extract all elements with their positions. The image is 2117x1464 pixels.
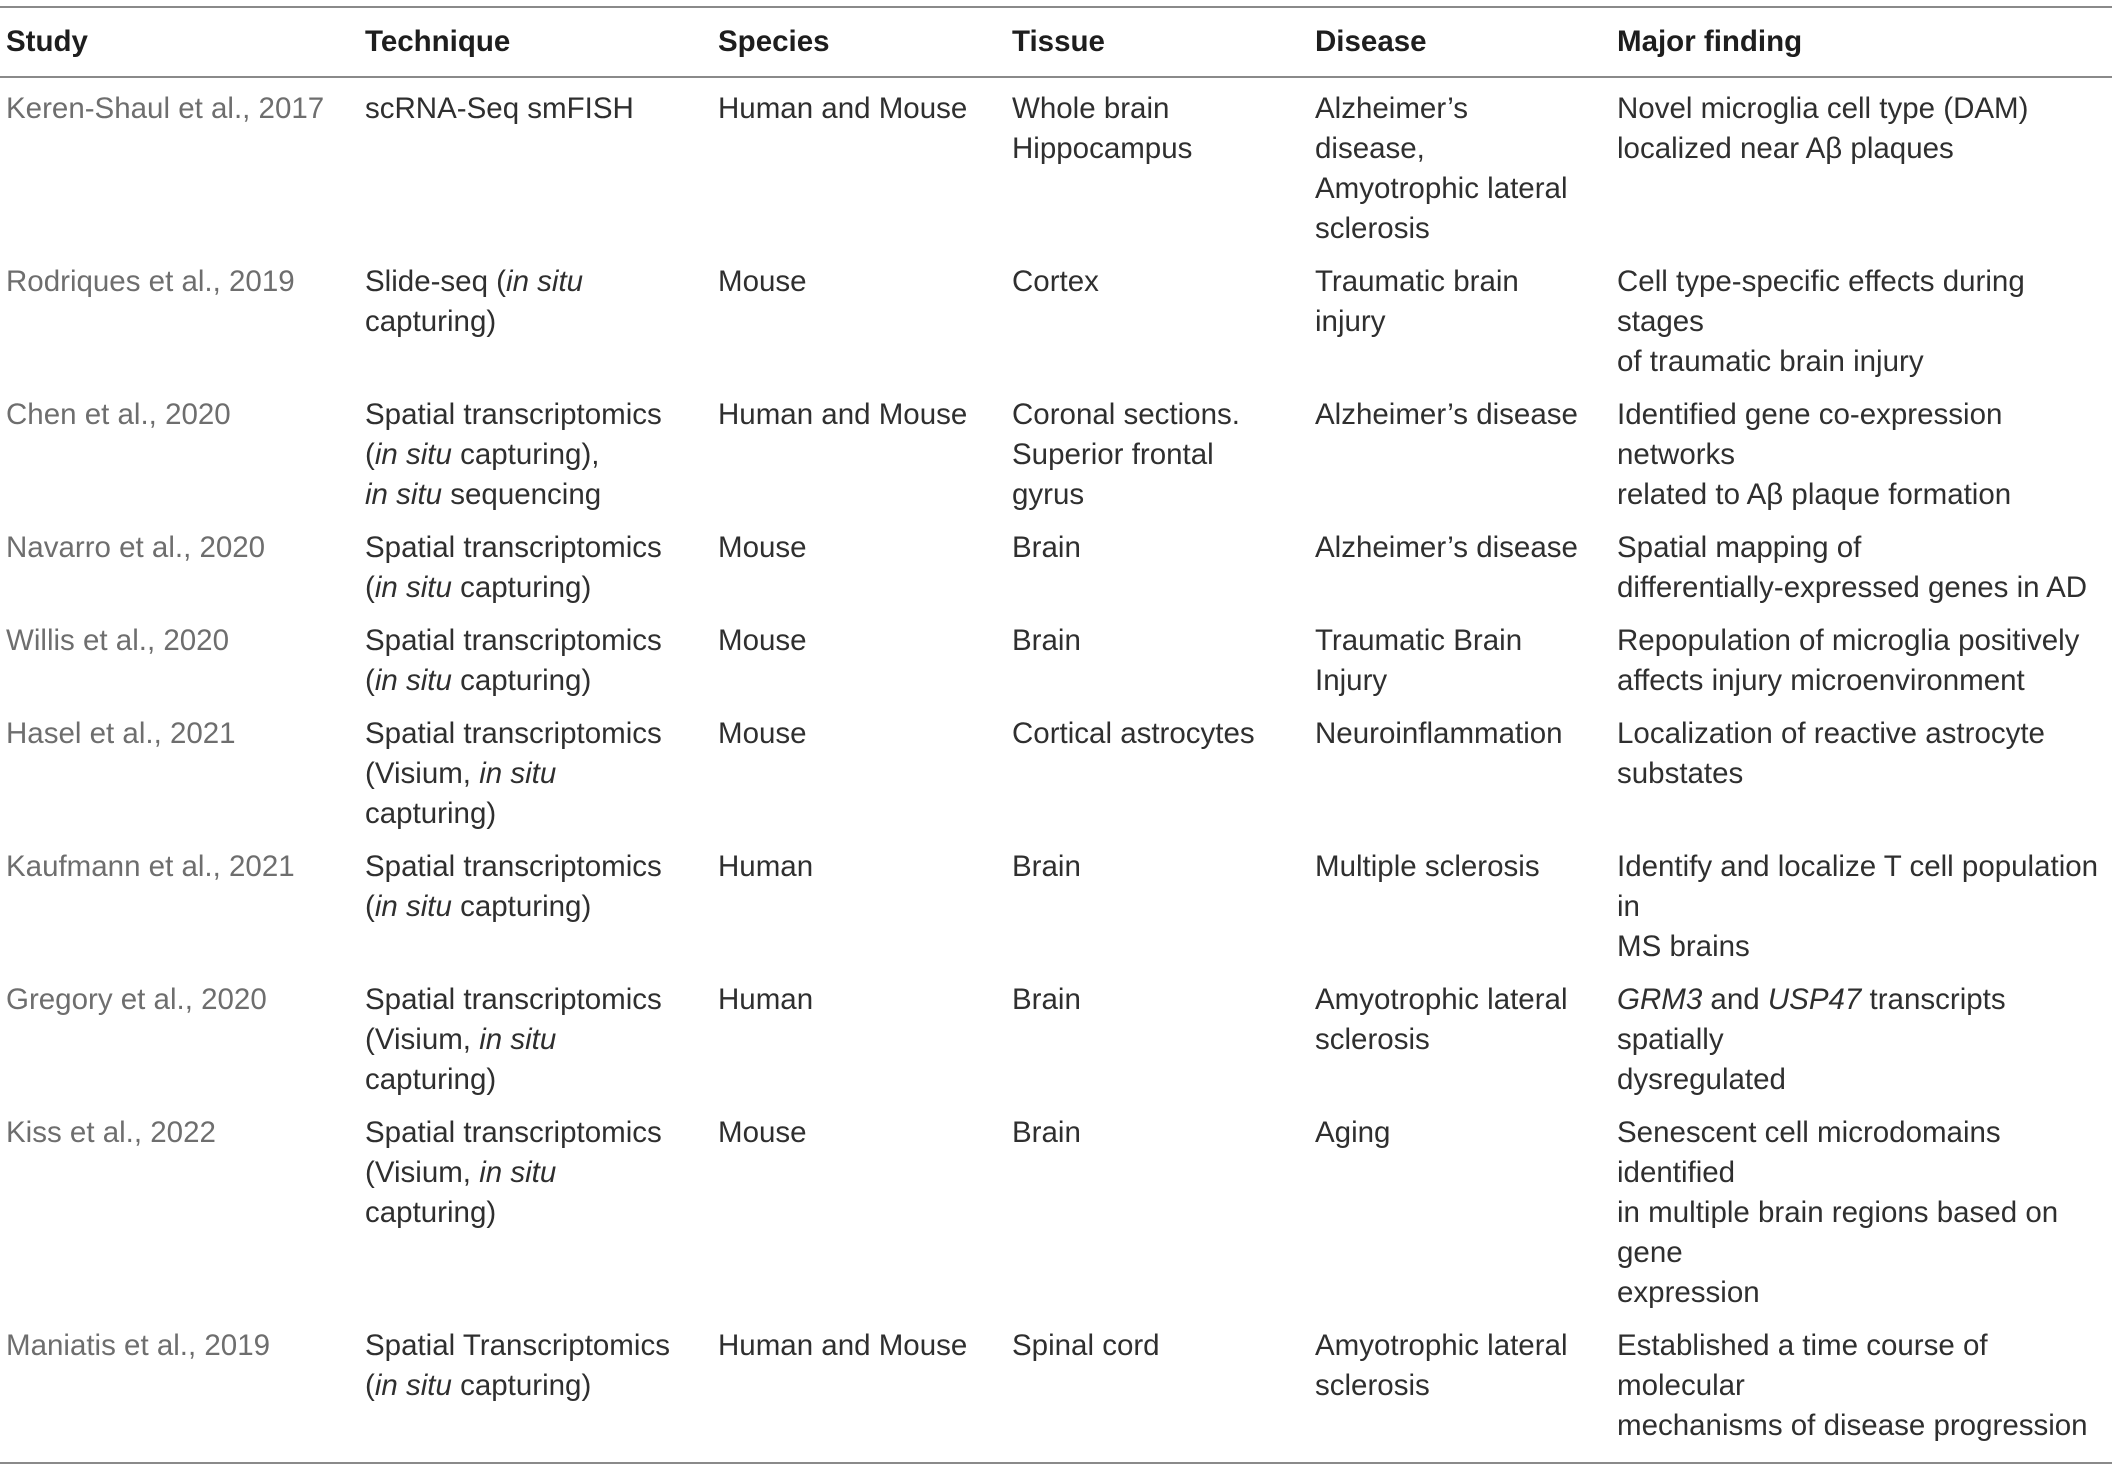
cell-study: Chen et al., 2020 xyxy=(6,398,231,431)
cell-tissue xyxy=(1006,1317,1309,1463)
tissue-line: Brain xyxy=(1012,983,1081,1016)
disease-line: Neuroinflammation xyxy=(1315,717,1563,750)
technique-line xyxy=(365,89,712,129)
cell-disease xyxy=(1309,253,1611,386)
tissue-line: Brain xyxy=(1012,624,1081,657)
cell-disease xyxy=(1309,971,1611,1104)
technique-line xyxy=(365,435,712,475)
finding-text: Repopulation of microglia positively xyxy=(1617,624,2080,657)
disease-line: injury xyxy=(1315,305,1386,338)
technique-line xyxy=(365,887,712,927)
header-study: Study xyxy=(6,25,88,58)
technique-text: ( xyxy=(365,890,375,923)
technique-text: capturing) xyxy=(365,1063,497,1096)
cell-technique xyxy=(359,705,712,838)
cell-major-finding xyxy=(1611,253,2112,386)
tissue-line: Whole brain xyxy=(1012,92,1170,125)
finding-line xyxy=(1617,528,2112,568)
cell-major-finding xyxy=(1611,519,2112,612)
technique-text: capturing) xyxy=(365,1196,497,1229)
table-row xyxy=(0,838,2112,971)
finding-text: of traumatic brain injury xyxy=(1617,345,1924,378)
finding-line xyxy=(1617,89,2112,129)
cell-species: Human and Mouse xyxy=(718,92,968,125)
finding-text: transcripts spatially xyxy=(1617,983,2006,1056)
tissue-line: Spinal cord xyxy=(1012,1329,1160,1362)
technique-text: (Visium, xyxy=(365,1023,480,1056)
cell-disease xyxy=(1309,612,1611,705)
finding-line xyxy=(1617,395,2112,475)
finding-text: in multiple brain regions based on gene xyxy=(1617,1196,2059,1269)
technique-text: capturing) xyxy=(451,664,592,697)
technique-italic-text: in situ xyxy=(365,478,443,511)
cell-species: Human xyxy=(718,983,814,1016)
finding-text: Established a time course of molecular xyxy=(1617,1329,1988,1402)
header-row xyxy=(0,7,2112,77)
finding-line xyxy=(1617,714,2112,754)
technique-italic-text: in situ xyxy=(479,1156,557,1189)
technique-italic-text: in situ xyxy=(479,1023,557,1056)
finding-line xyxy=(1617,129,2112,169)
cell-major-finding xyxy=(1611,971,2112,1104)
cell-technique xyxy=(359,838,712,971)
technique-line xyxy=(365,1366,712,1406)
header-technique: Technique xyxy=(365,25,511,58)
technique-text: ( xyxy=(365,571,375,604)
cell-study: Navarro et al., 2020 xyxy=(6,531,266,564)
finding-line xyxy=(1617,1273,2112,1313)
cell-species: Mouse xyxy=(718,624,807,657)
finding-text: differentially-expressed genes in AD xyxy=(1617,571,2088,604)
cell-technique xyxy=(359,1317,712,1463)
technique-line xyxy=(365,661,712,701)
technique-text: ( xyxy=(365,1369,375,1402)
header-tissue: Tissue xyxy=(1012,25,1105,58)
table-row xyxy=(0,971,2112,1104)
disease-line: Multiple sclerosis xyxy=(1315,850,1540,883)
technique-line xyxy=(365,980,712,1020)
cell-tissue xyxy=(1006,386,1309,519)
finding-line xyxy=(1617,1113,2112,1193)
disease-line: Alzheimer’s disease xyxy=(1315,398,1578,431)
finding-line xyxy=(1617,568,2112,608)
finding-italic-text: USP47 xyxy=(1767,983,1862,1016)
tissue-line: Brain xyxy=(1012,531,1081,564)
tissue-line: Coronal sections. xyxy=(1012,398,1240,431)
technique-text: Spatial transcriptomics xyxy=(365,850,662,883)
cell-study: Kiss et al., 2022 xyxy=(6,1116,216,1149)
finding-line xyxy=(1617,1060,2112,1100)
cell-study: Keren-Shaul et al., 2017 xyxy=(6,92,325,125)
cell-disease xyxy=(1309,386,1611,519)
cell-study: Kaufmann et al., 2021 xyxy=(6,850,295,883)
finding-text: Spatial mapping of xyxy=(1617,531,1862,564)
technique-text: Spatial transcriptomics xyxy=(365,624,662,657)
technique-text: Spatial transcriptomics xyxy=(365,983,662,1016)
disease-line: sclerosis xyxy=(1315,212,1430,245)
technique-line xyxy=(365,262,712,302)
cell-study: Willis et al., 2020 xyxy=(6,624,229,657)
cell-major-finding xyxy=(1611,386,2112,519)
technique-line xyxy=(365,1326,712,1366)
table-row xyxy=(0,77,2112,253)
disease-line: Alzheimer’s disease xyxy=(1315,531,1578,564)
technique-italic-text: in situ xyxy=(374,1369,452,1402)
cell-disease xyxy=(1309,519,1611,612)
cell-major-finding xyxy=(1611,77,2112,253)
finding-line xyxy=(1617,1193,2112,1273)
cell-technique xyxy=(359,253,712,386)
disease-line: Traumatic Brain xyxy=(1315,624,1523,657)
disease-line: sclerosis xyxy=(1315,1023,1430,1056)
technique-italic-text: in situ xyxy=(374,571,452,604)
finding-text: Localization of reactive astrocyte xyxy=(1617,717,2045,750)
cell-tissue xyxy=(1006,77,1309,253)
technique-line xyxy=(365,621,712,661)
technique-line xyxy=(365,847,712,887)
header-disease: Disease xyxy=(1315,25,1427,58)
tissue-line: gyrus xyxy=(1012,478,1085,511)
technique-italic-text: in situ xyxy=(506,265,584,298)
tissue-line: Superior frontal xyxy=(1012,438,1214,471)
tissue-line: Cortical astrocytes xyxy=(1012,717,1255,750)
technique-text: Spatial transcriptomics xyxy=(365,717,662,750)
cell-technique xyxy=(359,519,712,612)
technique-text: (Visium, xyxy=(365,1156,480,1189)
header-major-finding: Major finding xyxy=(1617,25,1803,58)
finding-line xyxy=(1617,1326,2112,1406)
cell-species: Mouse xyxy=(718,1116,807,1149)
technique-text: ( xyxy=(365,664,375,697)
disease-line: Traumatic brain xyxy=(1315,265,1519,298)
disease-line: Amyotrophic lateral xyxy=(1315,983,1568,1016)
finding-text: mechanisms of disease progression xyxy=(1617,1409,2088,1442)
finding-line xyxy=(1617,980,2112,1060)
table-row xyxy=(0,705,2112,838)
finding-line xyxy=(1617,661,2112,701)
cell-tissue xyxy=(1006,838,1309,971)
finding-text: MS brains xyxy=(1617,930,1750,963)
finding-line xyxy=(1617,847,2112,927)
cell-species: Mouse xyxy=(718,717,807,750)
cell-major-finding xyxy=(1611,1317,2112,1463)
disease-line: Amyotrophic lateral xyxy=(1315,172,1568,205)
technique-text: scRNA-Seq smFISH xyxy=(365,92,634,125)
technique-text: Slide-seq ( xyxy=(365,265,507,298)
finding-line xyxy=(1617,754,2112,794)
cell-technique xyxy=(359,971,712,1104)
cell-study: Rodriques et al., 2019 xyxy=(6,265,295,298)
technique-line xyxy=(365,1153,712,1193)
table-row xyxy=(0,1317,2112,1463)
header-species: Species xyxy=(718,25,830,58)
cell-disease xyxy=(1309,77,1611,253)
disease-line: disease, xyxy=(1315,132,1425,165)
cell-disease xyxy=(1309,1317,1611,1463)
technique-text: capturing) xyxy=(451,571,592,604)
technique-line xyxy=(365,568,712,608)
table-row xyxy=(0,253,2112,386)
table-header xyxy=(0,7,2112,77)
cell-study: Gregory et al., 2020 xyxy=(6,983,267,1016)
cell-species: Human and Mouse xyxy=(718,398,968,431)
technique-line xyxy=(365,794,712,834)
finding-text: Novel microglia cell type (DAM) xyxy=(1617,92,2029,125)
table-body xyxy=(0,77,2112,1463)
studies-table-container xyxy=(0,6,2117,1464)
technique-text: (Visium, xyxy=(365,757,480,790)
finding-line xyxy=(1617,927,2112,967)
disease-line: Amyotrophic lateral xyxy=(1315,1329,1568,1362)
tissue-line: Brain xyxy=(1012,850,1081,883)
technique-text: Spatial transcriptomics xyxy=(365,398,662,431)
cell-disease xyxy=(1309,838,1611,971)
finding-line xyxy=(1617,475,2112,515)
cell-tissue xyxy=(1006,705,1309,838)
table-row xyxy=(0,612,2112,705)
disease-line: Injury xyxy=(1315,664,1388,697)
cell-disease xyxy=(1309,705,1611,838)
technique-line xyxy=(365,395,712,435)
tissue-line: Hippocampus xyxy=(1012,132,1193,165)
finding-text: affects injury microenvironment xyxy=(1617,664,2025,697)
cell-technique xyxy=(359,77,712,253)
table-row xyxy=(0,519,2112,612)
finding-line xyxy=(1617,262,2112,342)
cell-study: Maniatis et al., 2019 xyxy=(6,1329,271,1362)
technique-italic-text: in situ xyxy=(374,890,452,923)
finding-text: Identify and localize T cell population in xyxy=(1617,850,2099,923)
finding-text: dysregulated xyxy=(1617,1063,1786,1096)
technique-line xyxy=(365,714,712,754)
cell-species: Mouse xyxy=(718,265,807,298)
finding-text: expression xyxy=(1617,1276,1760,1309)
table-row xyxy=(0,386,2112,519)
finding-text: Identified gene co-expression networks xyxy=(1617,398,2003,471)
technique-text: Spatial Transcriptomics xyxy=(365,1329,670,1362)
finding-text: Cell type-specific effects during stages xyxy=(1617,265,2025,338)
finding-text: Senescent cell microdomains identified xyxy=(1617,1116,2001,1189)
finding-line xyxy=(1617,1406,2112,1446)
finding-text: localized near Aβ plaques xyxy=(1617,132,1954,165)
disease-line: Alzheimer’s xyxy=(1315,92,1469,125)
cell-tissue xyxy=(1006,612,1309,705)
technique-text: capturing) xyxy=(451,890,592,923)
finding-italic-text: GRM3 xyxy=(1617,983,1703,1016)
technique-line xyxy=(365,1060,712,1100)
tissue-line: Brain xyxy=(1012,1116,1081,1149)
technique-line xyxy=(365,1113,712,1153)
finding-text: related to Aβ plaque formation xyxy=(1617,478,2012,511)
technique-italic-text: in situ xyxy=(374,438,452,471)
cell-tissue xyxy=(1006,253,1309,386)
cell-technique xyxy=(359,386,712,519)
finding-text: substates xyxy=(1617,757,1744,790)
technique-text: capturing), xyxy=(451,438,600,471)
cell-species: Mouse xyxy=(718,531,807,564)
technique-text: capturing) xyxy=(451,1369,592,1402)
technique-line xyxy=(365,302,712,342)
finding-line xyxy=(1617,621,2112,661)
technique-line xyxy=(365,475,712,515)
cell-major-finding xyxy=(1611,612,2112,705)
cell-species: Human and Mouse xyxy=(718,1329,968,1362)
technique-line xyxy=(365,754,712,794)
cell-tissue xyxy=(1006,971,1309,1104)
technique-italic-text: in situ xyxy=(374,664,452,697)
technique-text: Spatial transcriptomics xyxy=(365,531,662,564)
disease-line: sclerosis xyxy=(1315,1369,1430,1402)
technique-line xyxy=(365,1193,712,1233)
cell-species: Human xyxy=(718,850,814,883)
technique-italic-text: in situ xyxy=(479,757,557,790)
technique-line xyxy=(365,1020,712,1060)
cell-major-finding xyxy=(1611,705,2112,838)
technique-text: Spatial transcriptomics xyxy=(365,1116,662,1149)
finding-text: and xyxy=(1702,983,1768,1016)
cell-major-finding xyxy=(1611,838,2112,971)
cell-study: Hasel et al., 2021 xyxy=(6,717,236,750)
tissue-line: Cortex xyxy=(1012,265,1099,298)
studies-table xyxy=(0,6,2112,1464)
cell-technique xyxy=(359,612,712,705)
technique-text: sequencing xyxy=(442,478,602,511)
technique-text: capturing) xyxy=(365,305,497,338)
technique-line xyxy=(365,528,712,568)
technique-text: ( xyxy=(365,438,375,471)
technique-text: capturing) xyxy=(365,797,497,830)
finding-line xyxy=(1617,342,2112,382)
disease-line: Aging xyxy=(1315,1116,1391,1149)
cell-tissue xyxy=(1006,519,1309,612)
